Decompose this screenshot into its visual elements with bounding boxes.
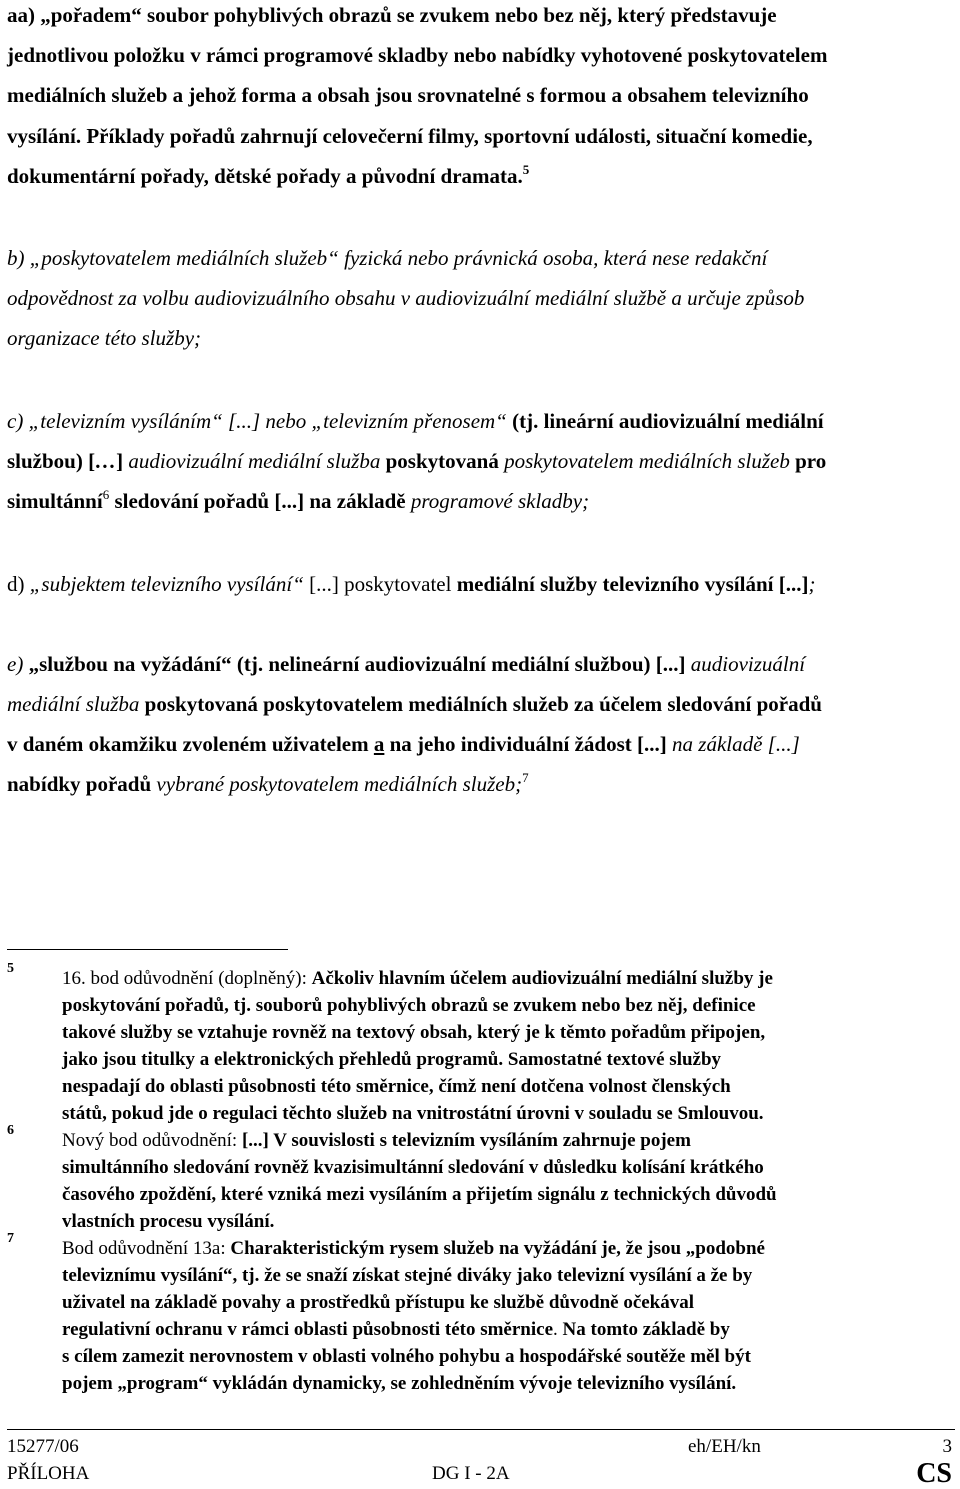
footnote-separator (7, 949, 288, 950)
language-code: CS (916, 1458, 952, 1489)
text: „službou na vyžádání“ (tj. nelineární audiovizuální mediální službou) [...] (28, 652, 686, 676)
footnote-7-line-2: televiznímu vysílání“, tj. že se snaží získat stejné diváky jako televizní vysílání a že by (62, 1265, 753, 1286)
text: jednotlivou položku v rámci programové skladby nebo nabídky vyhotovené poskytovatelem (7, 43, 828, 67)
footnote-number: 5 (7, 961, 14, 976)
para-a-line-4 (7, 123, 813, 149)
footnote-number: 7 (7, 1231, 14, 1246)
text: programové skladby; (410, 489, 590, 513)
text: aa) „pořadem“ soubor pohyblivých obrazů se zvukem nebo bez něj, který představuje (7, 3, 777, 27)
footnote-ref-6[interactable]: 6 (102, 487, 110, 502)
footnote-6-line-1 (62, 1129, 691, 1153)
text: mediálních služeb a jehož forma a obsah jsou srovnatelné s formou a obsahem televizního (7, 83, 809, 107)
text: [...] V souvislosti s televizním vysíláním zahrnuje pojem (241, 1130, 691, 1151)
footer-separator (7, 1429, 955, 1430)
footnote-5-line-2: poskytování pořadů, tj. souborů pohyblivých obrazů se zvukem nebo bez něj, definice (62, 995, 756, 1016)
footnote-5-line-4: jako jsou titulky a elektronických přehledů programů. Samostatné textové služby (62, 1049, 722, 1070)
text: 16. bod odůvodnění (doplněný): (62, 968, 312, 989)
text: poskytovaná (380, 449, 505, 473)
para-d-line-1 (7, 571, 815, 597)
footnote-ref-5[interactable]: 5 (522, 162, 530, 177)
text: ] (116, 449, 129, 473)
footnote-6-line-3: časového zpoždění, které vzniká mezi vysíláním a přijetím signálu z technických důvodů (62, 1184, 777, 1205)
footnote-7-line-6: pojem „program“ vykládán dynamicky, se zohledněním vývoje televizního vysílání. (62, 1373, 737, 1394)
footnote-7-line-5: s cílem zamezit nerovnostem v oblasti volného pohybu a hospodářské soutěže měl být (62, 1346, 751, 1367)
para-e-line-4 (7, 771, 529, 797)
para-b-line-3: organizace této služby; (7, 326, 202, 350)
footnote-7-line-4 (62, 1318, 730, 1342)
para-e-line-3 (7, 731, 800, 757)
text: na základě [...] (666, 732, 800, 756)
footnote-5-line-5: nespadají do oblasti působnosti této směrnice, čímž není dotčena volnost členských (62, 1076, 731, 1097)
text: mediální služby televizního vysílání [...] (456, 572, 809, 596)
text: pro (789, 449, 827, 473)
text: c) „televizním vysíláním“ [...] nebo „televizním přenosem“ (7, 409, 507, 433)
text: Charakteristickým rysem služeb na vyžádání je, že jsou „podobné (230, 1238, 765, 1259)
text: audiovizuální mediální služba (128, 449, 381, 473)
para-c-line-3 (7, 488, 589, 514)
text: službou) [ (7, 449, 96, 473)
text: na jeho individuální žádost [...] (384, 732, 667, 756)
text: . (553, 1319, 558, 1340)
text: vysílání. Příklady pořadů zahrnují celovečerní filmy, sportovní události, situační komedie, (7, 124, 813, 148)
text: sledování pořadů [...] na základě (109, 489, 411, 513)
text: dokumentární pořady, dětské pořady a původní dramata. (7, 164, 523, 188)
text: nabídky pořadů (7, 772, 152, 796)
text: vybrané poskytovatelem mediálních služeb; (151, 772, 523, 796)
text: Ačkoliv hlavním účelem audiovizuální mediální služby je (311, 968, 773, 989)
footnote-7-line-3: uživatel na základě povahy a prostředků přístupu ke službě důvodně očekával (62, 1292, 695, 1313)
footnote-5-line-1 (62, 967, 773, 991)
text: a (373, 732, 385, 756)
footnote-6-line-2: simultánního sledování rovněž kvazisimultánní sledování v důsledku kolísání krátkého (62, 1157, 764, 1178)
para-b-line-2: odpovědnost za volbu audiovizuálního obsahu v audiovizuální mediální službě a určuje způsob (7, 286, 805, 310)
text: Nový bod odůvodnění: (62, 1130, 242, 1151)
text: poskytovaná poskytovatelem mediálních služeb za účelem sledování pořadů (139, 692, 822, 716)
para-c-line-1 (7, 408, 824, 434)
para-b-line-1: b) „poskytovatelem mediálních služeb“ fyzická nebo právnická osoba, která nese redakční (7, 246, 768, 270)
text: Na tomto základě by (557, 1319, 730, 1340)
text: ; (808, 572, 816, 596)
text: poskytovatelem mediálních služeb (504, 449, 790, 473)
footnote-5-line-3: takové služby se vztahuje rovněž na textový obsah, který je k těmto pořadům připojen, (62, 1022, 766, 1043)
text: (tj. lineární audiovizuální mediální (506, 409, 824, 433)
para-e-line-1 (7, 651, 805, 677)
footnote-5-line-6: států, pokud jde o regulaci těchto služeb na vnitrostátní úrovni v souladu se Smlouvou. (62, 1103, 764, 1124)
author-initials: eh/EH/kn (688, 1436, 761, 1457)
para-e-line-2 (7, 691, 822, 717)
dg-reference: DG I - 2A (432, 1463, 510, 1484)
text: simultánní (7, 489, 103, 513)
para-a-line-3 (7, 82, 809, 108)
document-reference: 15277/06 (7, 1436, 79, 1457)
text: … (95, 449, 117, 473)
text: v daném okamžiku zvoleném uživatelem (7, 732, 374, 756)
footnote-ref-7[interactable]: 7 (522, 770, 529, 785)
para-a-line-2 (7, 42, 827, 68)
annex-label: PŘÍLOHA (7, 1463, 90, 1484)
footnote-6-line-4: vlastních procesu vysílání. (62, 1211, 275, 1232)
footnote-7-line-1 (62, 1237, 765, 1261)
para-a-line-1 (7, 2, 777, 28)
text: e) (7, 652, 29, 676)
text: d) (7, 572, 30, 596)
text: Bod odůvodnění 13a: (62, 1238, 231, 1259)
page-number: 3 (942, 1436, 952, 1457)
para-a-line-5 (7, 163, 529, 189)
text: „subjektem televizního vysílání“ (29, 572, 304, 596)
text: regulativní ochranu v rámci oblasti působnosti této směrnice (62, 1319, 554, 1340)
para-c-line-2 (7, 448, 826, 474)
footnote-number: 6 (7, 1123, 14, 1138)
text: mediální služba (7, 692, 140, 716)
text: [...] poskytovatel (303, 572, 457, 596)
text: audiovizuální (685, 652, 806, 676)
